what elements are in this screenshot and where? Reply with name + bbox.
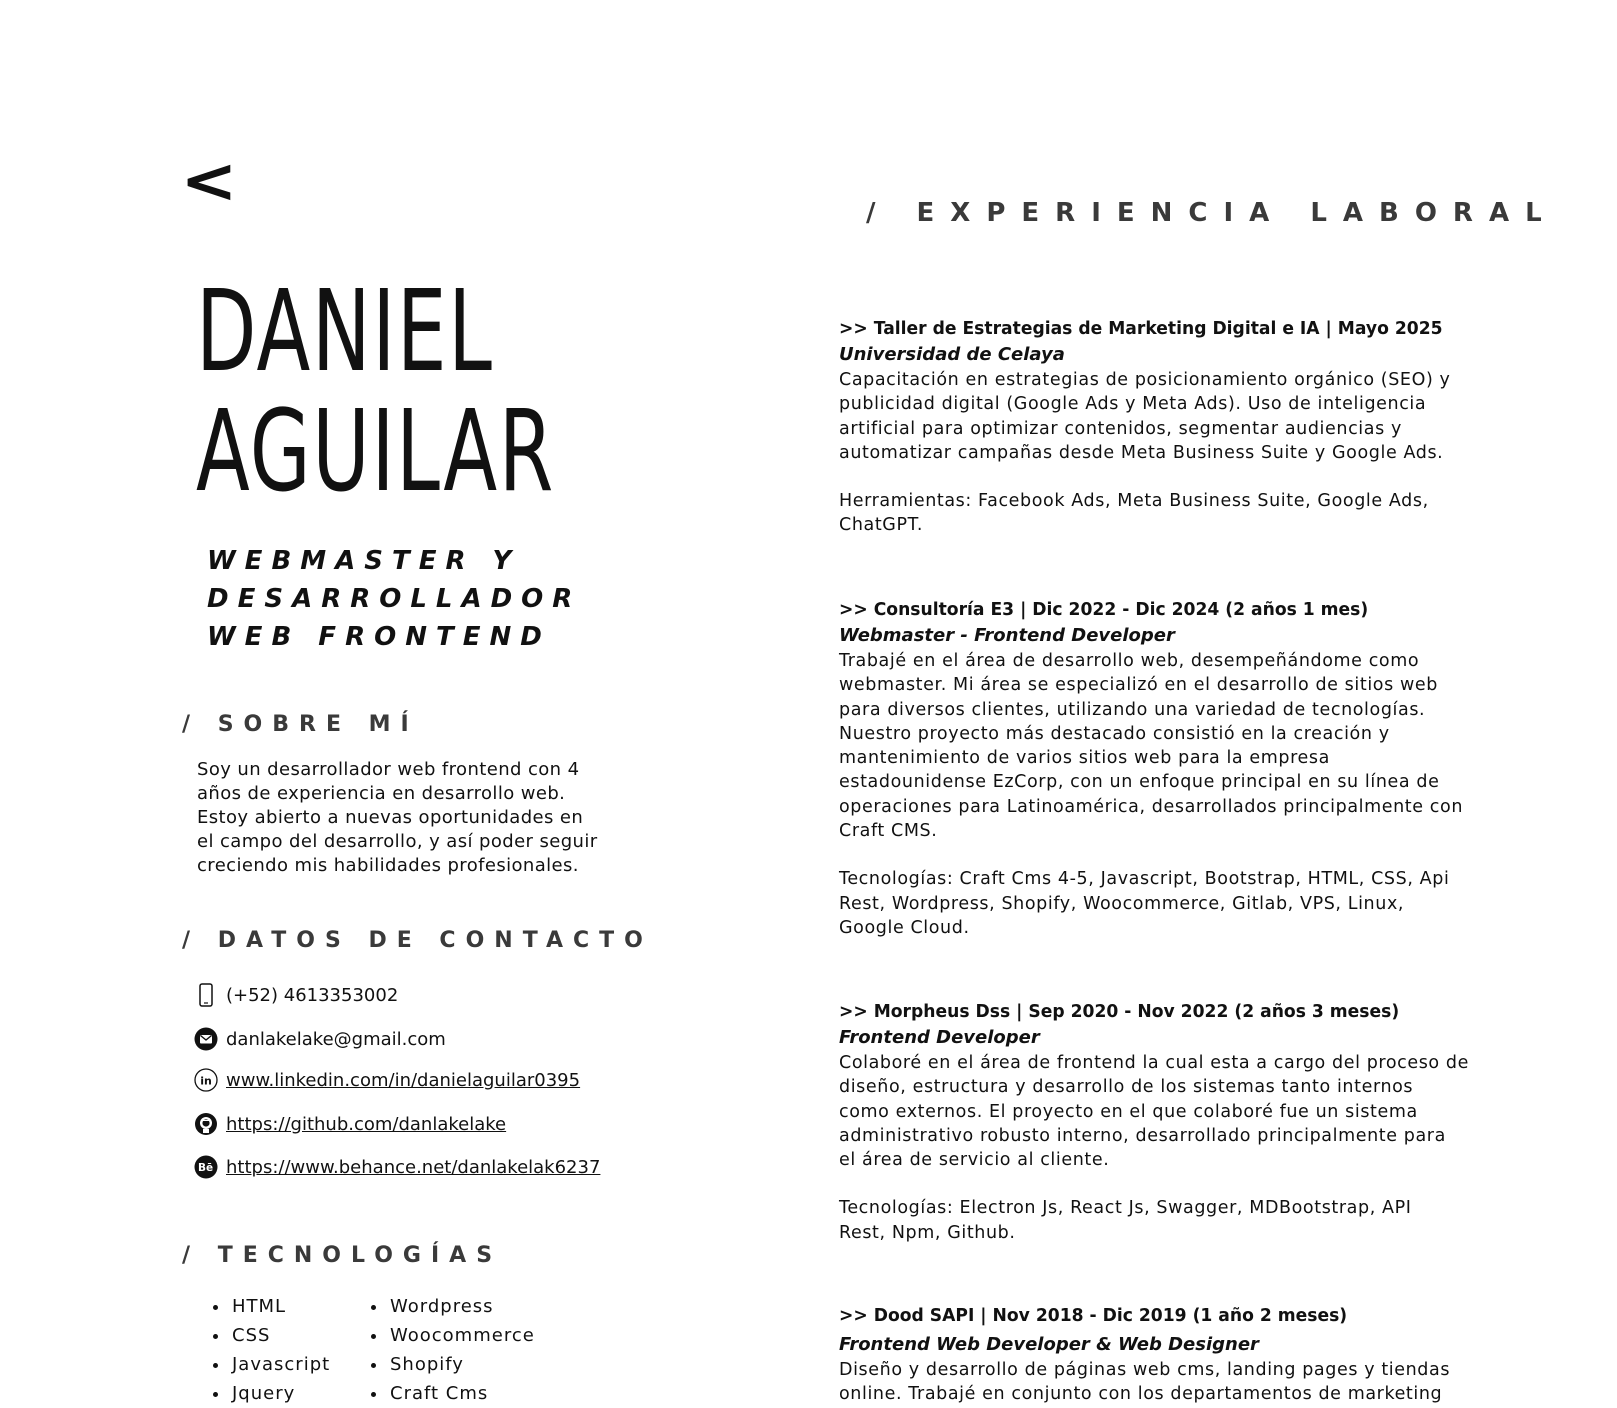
mobile-phone-icon — [194, 983, 218, 1007]
list-item: • Jquery — [230, 1379, 330, 1408]
first-name: DANIEL — [196, 267, 494, 397]
about-line: Soy un desarrollador web frontend con 4 — [197, 759, 580, 780]
back-chevron-icon: < — [180, 144, 238, 217]
contact-linkedin — [194, 1066, 580, 1094]
svg-text:in: in — [200, 1074, 212, 1088]
role-line: WEBMASTER Y — [207, 546, 521, 576]
experience-item — [839, 597, 1489, 940]
contact-github — [194, 1110, 506, 1138]
experience-item — [839, 1303, 1489, 1407]
experience-description: Diseño y desarrollo de páginas web cms, landing pages y tiendas online. Trabajé en conjunto con los departamentos de marketing — [839, 1360, 1451, 1405]
experience-tools: Herramientas: Facebook Ads, Meta Business Suite, Google Ads, ChatGPT. — [839, 491, 1429, 536]
github-link[interactable]: https://github.com/danlakelake — [226, 1113, 507, 1135]
about-heading: / SOBRE MÍ — [182, 712, 419, 737]
experience-title: >> Morpheus Dss | Sep 2020 - Nov 2022 (2 años 3 meses) — [839, 1002, 1400, 1022]
technologies-heading: / TECNOLOGÍAS — [182, 1243, 503, 1268]
experience-title: >> Taller de Estrategias de Marketing Digital e IA | Mayo 2025 — [839, 319, 1443, 339]
behance-icon — [194, 1155, 218, 1179]
role-line: DESARROLLADOR — [207, 584, 582, 614]
about-line: Estoy abierto a nuevas oportunidades en — [197, 807, 584, 828]
experience-tools: Tecnologías: Electron Js, React Js, Swagger, MDBootstrap, API Rest, Npm, Github. — [839, 1198, 1412, 1243]
experience-description: Trabajé en el área de desarrollo web, desempeñándome como webmaster. Mi área se especializó en el desarrollo de sitios web para diversos clientes, utilizando una variedad de tecnologías. Nuestro proyecto más destacado consistió en la creación y mantenimiento de varios sitios web para la empresa estadounidense EzCorp, con un enfoque principal en su línea de operaciones para Latinoamérica, desarrollados principalmente con Craft CMS. — [839, 651, 1464, 842]
list-item: • Javascript — [230, 1350, 330, 1379]
linkedin-link[interactable]: www.linkedin.com/in/danielaguilar0395 — [226, 1069, 581, 1091]
list-item: • Shopify — [388, 1350, 535, 1379]
technologies-list-2 — [366, 1292, 535, 1408]
last-name: AGUILAR — [196, 387, 555, 517]
contact-behance — [194, 1153, 600, 1181]
list-item: • Wordpress — [388, 1292, 535, 1321]
experience-subtitle: Frontend Web Developer & Web Designer — [839, 1334, 1259, 1355]
list-item: • HTML — [230, 1292, 330, 1321]
experience-heading: / EXPERIENCIA LABORAL — [866, 198, 1558, 228]
experience-title: >> Consultoría E3 | Dic 2022 - Dic 2024 (2 años 1 mes) — [839, 600, 1369, 620]
contact-email — [194, 1025, 446, 1053]
experience-description: Colaboré en el área de frontend la cual esta a cargo del proceso de diseño, estructura y desarrollo de los sistemas tanto internos como externos. El proyecto en el que colaboré fue un sistema administrativo robusto interno, desarrollado principalmente para el área de servicio al cliente. — [839, 1053, 1469, 1171]
job-role — [207, 542, 667, 656]
experience-tools: Tecnologías: Craft Cms 4-5, Javascript, Bootstrap, HTML, CSS, Api Rest, Wordpress, Shopify, Woocommerce, Gitlab, VPS, Linux, Google Cloud. — [839, 869, 1450, 938]
experience-subtitle: Frontend Developer — [839, 1027, 1040, 1048]
about-line: el campo del desarrollo, y así poder seguir — [197, 831, 598, 852]
behance-link[interactable]: https://www.behance.net/danlakelak6237 — [226, 1156, 601, 1178]
email-address[interactable]: danlakelake@gmail.com — [226, 1028, 446, 1050]
experience-subtitle: Universidad de Celaya — [839, 344, 1065, 365]
experience-subtitle: Webmaster - Frontend Developer — [839, 625, 1175, 646]
about-text — [197, 758, 617, 878]
svg-text:Bē: Bē — [197, 1162, 214, 1174]
about-line: años de experiencia en desarrollo web. — [197, 783, 566, 804]
experience-title: >> Dood SAPI | Nov 2018 - Dic 2019 (1 año 2 meses) — [839, 1306, 1348, 1326]
role-line: WEB FRONTEND — [207, 622, 551, 652]
experience-item — [839, 316, 1489, 538]
list-item: • Woocommerce — [388, 1321, 535, 1350]
experience-item — [839, 999, 1489, 1245]
technologies-list-1 — [208, 1292, 330, 1408]
contact-heading: / DATOS DE CONTACTO — [182, 928, 653, 953]
contact-phone — [194, 981, 398, 1009]
phone-number: (+52) 4613353002 — [226, 984, 399, 1006]
list-item: • Craft Cms — [388, 1379, 535, 1408]
candidate-name — [196, 267, 555, 517]
github-icon — [194, 1112, 218, 1136]
about-line: creciendo mis habilidades profesionales. — [197, 855, 579, 876]
linkedin-icon — [194, 1068, 218, 1092]
email-icon — [194, 1027, 218, 1051]
list-item: • CSS — [230, 1321, 330, 1350]
experience-description: Capacitación en estrategias de posicionamiento orgánico (SEO) y publicidad digital (Google Ads y Meta Ads). Uso de inteligencia artificial para optimizar contenidos, segmentar audiencias y automatizar campañas desde Meta Business Suite y Google Ads. — [839, 370, 1451, 463]
